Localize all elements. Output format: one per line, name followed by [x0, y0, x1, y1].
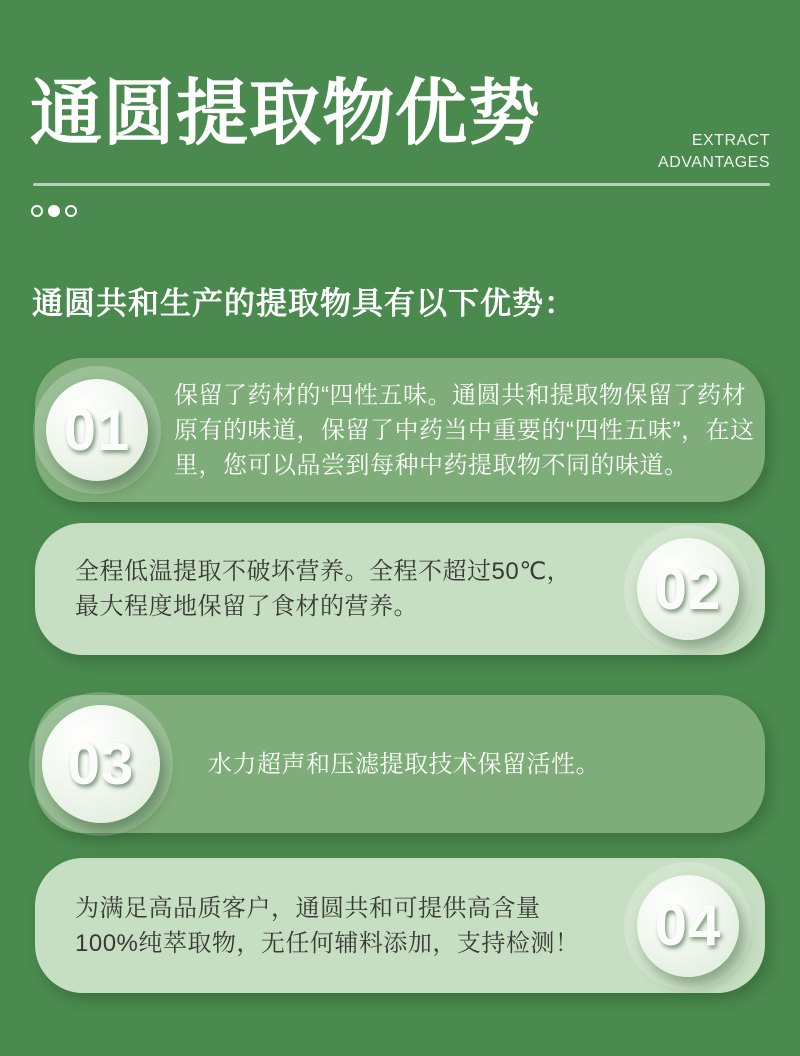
english-subtitle-line1: EXTRACT [691, 132, 770, 149]
header-divider [33, 183, 770, 186]
pagination-dot[interactable] [48, 205, 60, 217]
advantage-text: 水力超声和压滤提取技术保留活性。 [208, 750, 600, 778]
pagination-dots [31, 205, 77, 217]
advantage-card [35, 858, 765, 993]
advantage-number: 04 [654, 893, 722, 958]
advantage-card [35, 695, 765, 833]
advantage-text: 保留了药材的“四性五味。通圆共和提取物保留了药材原有的味道，保留了中药当中重要的“四性五味”，在这里，您可以品尝到每种中药提取物不同的味道。 [174, 381, 755, 479]
advantage-card [35, 358, 765, 502]
number-badge [46, 379, 148, 481]
pagination-dot[interactable] [65, 205, 77, 217]
english-subtitle [658, 130, 770, 174]
english-subtitle-line2: ADVANTAGES [658, 154, 770, 171]
advantage-number: 02 [654, 556, 722, 622]
page-title: 通圆提取物优势 [30, 74, 542, 154]
advantage-number: 03 [67, 731, 135, 797]
advantage-text: 为满足高品质客户，通圆共和可提供高含量100%纯萃取物，无任何辅料添加，支持检测！ [75, 894, 580, 957]
advantage-card [35, 523, 765, 655]
intro-heading: 通圆共和生产的提取物具有以下优势： [32, 286, 576, 321]
number-badge [637, 875, 739, 977]
pagination-dot[interactable] [31, 205, 43, 217]
number-badge [637, 538, 739, 640]
advantages-list [35, 358, 765, 993]
advantage-number: 01 [63, 397, 131, 463]
number-badge [42, 705, 160, 823]
advantage-text: 全程低温提取不破坏营养。全程不超过50℃，最大程度地保留了食材的营养。 [75, 558, 572, 620]
